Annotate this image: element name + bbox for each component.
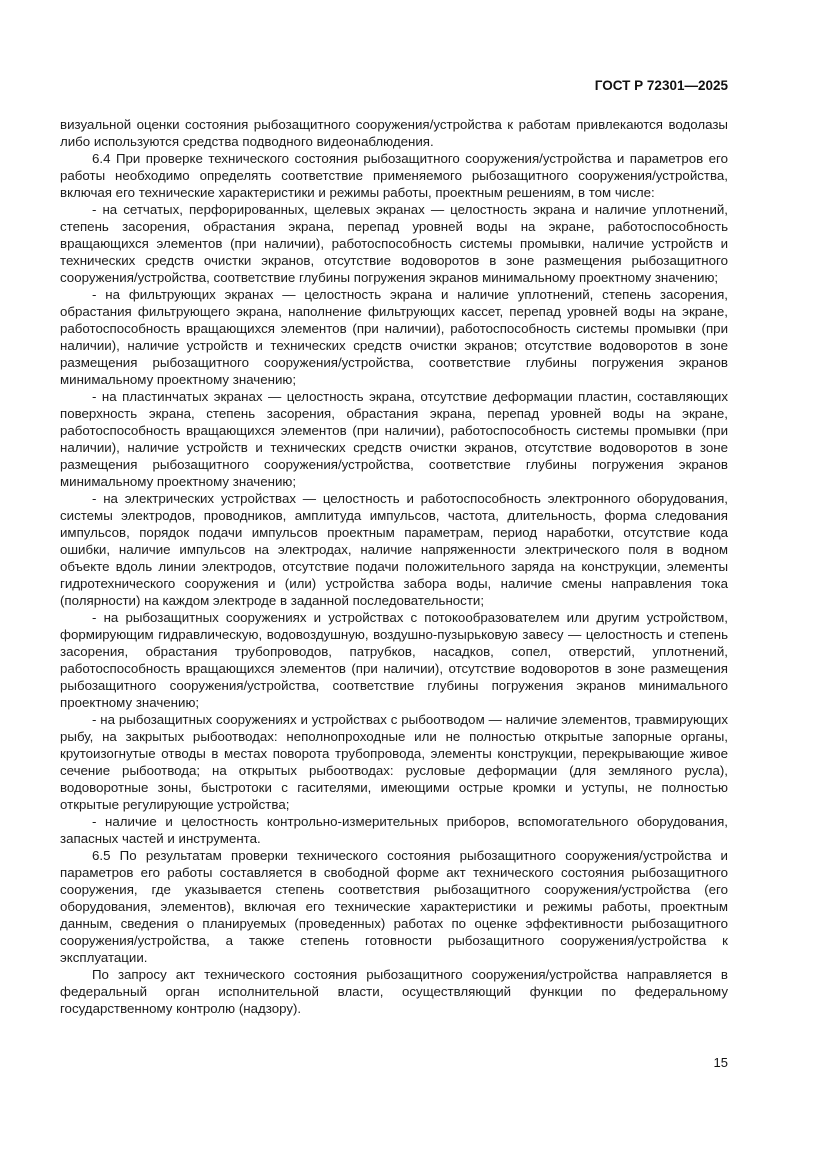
paragraph-6-5: 6.5 По результатам проверки технического состояния рыбозащитного сооружения/устройства и параметров его работы составляется в свободной форме акт технического состояния рыбозащитного сооружения, где указывается степень соответствия рыбозащитного сооружения/устройства (его оборудования, элементов), включая его технические характеристики и режимы работы, проектным данным, сведения о планируемых (проведенных) работах по оценке эффективности рыбозащитного сооружения/устройства, а также степень готовности рыбозащитного сооружения/устройства к эксплуатации. <box>60 848 728 965</box>
list-item-mesh-screens: - на сетчатых, перфорированных, щелевых экранах — целостность экрана и наличие уплотнений, степень засорения, обрастания экрана, перепад уровней воды на экране, работоспособность вращающихся элементов (при наличии), работоспособность системы промывки, наличие устройств и технических средств очистки экранов, отсутствие водоворотов в зоне размещения рыбозащитного сооружения/устройства, соответствие глубины погружения экранов минимальному проектному значению; <box>60 202 728 285</box>
list-item-filter-screens: - на фильтрующих экранах — целостность экрана и наличие уплотнений, степень засорения, обрастания фильтрующего экрана, наполнение фильтрующих кассет, перепад уровней воды на экране, работоспособность вращающихся элементов (при наличии), работоспособность системы промывки (при наличии), наличие устройств и технических средств очистки экранов; отсутствие водоворотов в зоне размещения рыбозащитного сооружения/устройства, соответствие глубины погружения экранов минимальному проектному значению; <box>60 287 728 387</box>
list-item-electric-devices: - на электрических устройствах — целостность и работоспособность электронного оборудования, системы электродов, проводников, амплитуда импульсов, частота, длительность, форма следования импульсов, порядок подачи импульсов проектным параметрам, период наработки, отсутствие кода ошибки, наличие импульсов на электродах, наличие напряженности электрического поля в водном объекте вдоль линии электродов, отсутствие подачи положительного заряда на конструкции, элементы гидротехнического сооружения и (или) устройства забора воды, наличие смены направления тока (полярности) на каждом электроде в заданной последовательности; <box>60 491 728 608</box>
list-item-flow-generator: - на рыбозащитных сооружениях и устройствах с потокообразователем или другим устройством, формирующим гидравлическую, водовоздушную, воздушно-пузырьковую завесу — целостность и степень засорения, обрастания трубопроводов, патрубков, насадков, сопел, отверстий, уплотнений, работоспособность вращающихся элементов (при наличии), отсутствие водоворотов в зоне размещения рыбозащитного сооружения/устройства, соответствие глубины погружения экранов минимального проектному значению; <box>60 610 728 710</box>
paragraph-request: По запросу акт технического состояния рыбозащитного сооружения/устройства направляется в федеральный орган исполнительной власти, осуществляющий функции по федеральному государственному контролю (надзору). <box>60 967 728 1016</box>
list-item-fish-bypass: - на рыбозащитных сооружениях и устройствах с рыбоотводом — наличие элементов, травмирующих рыбу, на закрытых рыбоотводах: неполнопроходные или не полностью открытые запорные органы, крутоизогнутые отводы в местах поворота трубопровода, элементы конструкции, перекрывающие живое сечение рыбоотвода; на открытых рыбоотводах: русловые деформации (для земляного русла), водоворотные зоны, быстротоки с гасителями, имеющими острые кромки и уступы, не полностью открытые регулирующие устройства; <box>60 712 728 812</box>
standard-header: ГОСТ Р 72301—2025 <box>594 78 728 93</box>
paragraph-intro-continuation: визуальной оценки состояния рыбозащитного сооружения/устройства к работам привлекаются водолазы либо используются средства подводного видеонаблюдения. <box>60 117 728 149</box>
page-number: 15 <box>713 1055 728 1070</box>
list-item-plate-screens: - на пластинчатых экранах — целостность экрана, отсутствие деформации пластин, составляющих поверхность экрана, степень засорения, обрастания экрана, перепад уровней воды на экране, работоспособность вращающихся элементов (при наличии), работоспособность системы промывки (при наличии), наличие устройств и технических средств очистки экранов, отсутствие водоворотов в зоне размещения рыбозащитного сооружения/устройства, соответствие глубины погружения экранов минимальному проектному значению; <box>60 389 728 489</box>
body-text <box>60 116 728 1017</box>
paragraph-6-4: 6.4 При проверке технического состояния рыбозащитного сооружения/устройства и параметров его работы необходимо определять соответствие применяемого рыбозащитного сооружения/устройства, включая его технические характеристики и режимы работы, проектным решениям, в том числе: <box>60 151 728 200</box>
list-item-instruments: - наличие и целостность контрольно-измерительных приборов, вспомогательного оборудования, запасных частей и инструмента. <box>60 814 728 846</box>
